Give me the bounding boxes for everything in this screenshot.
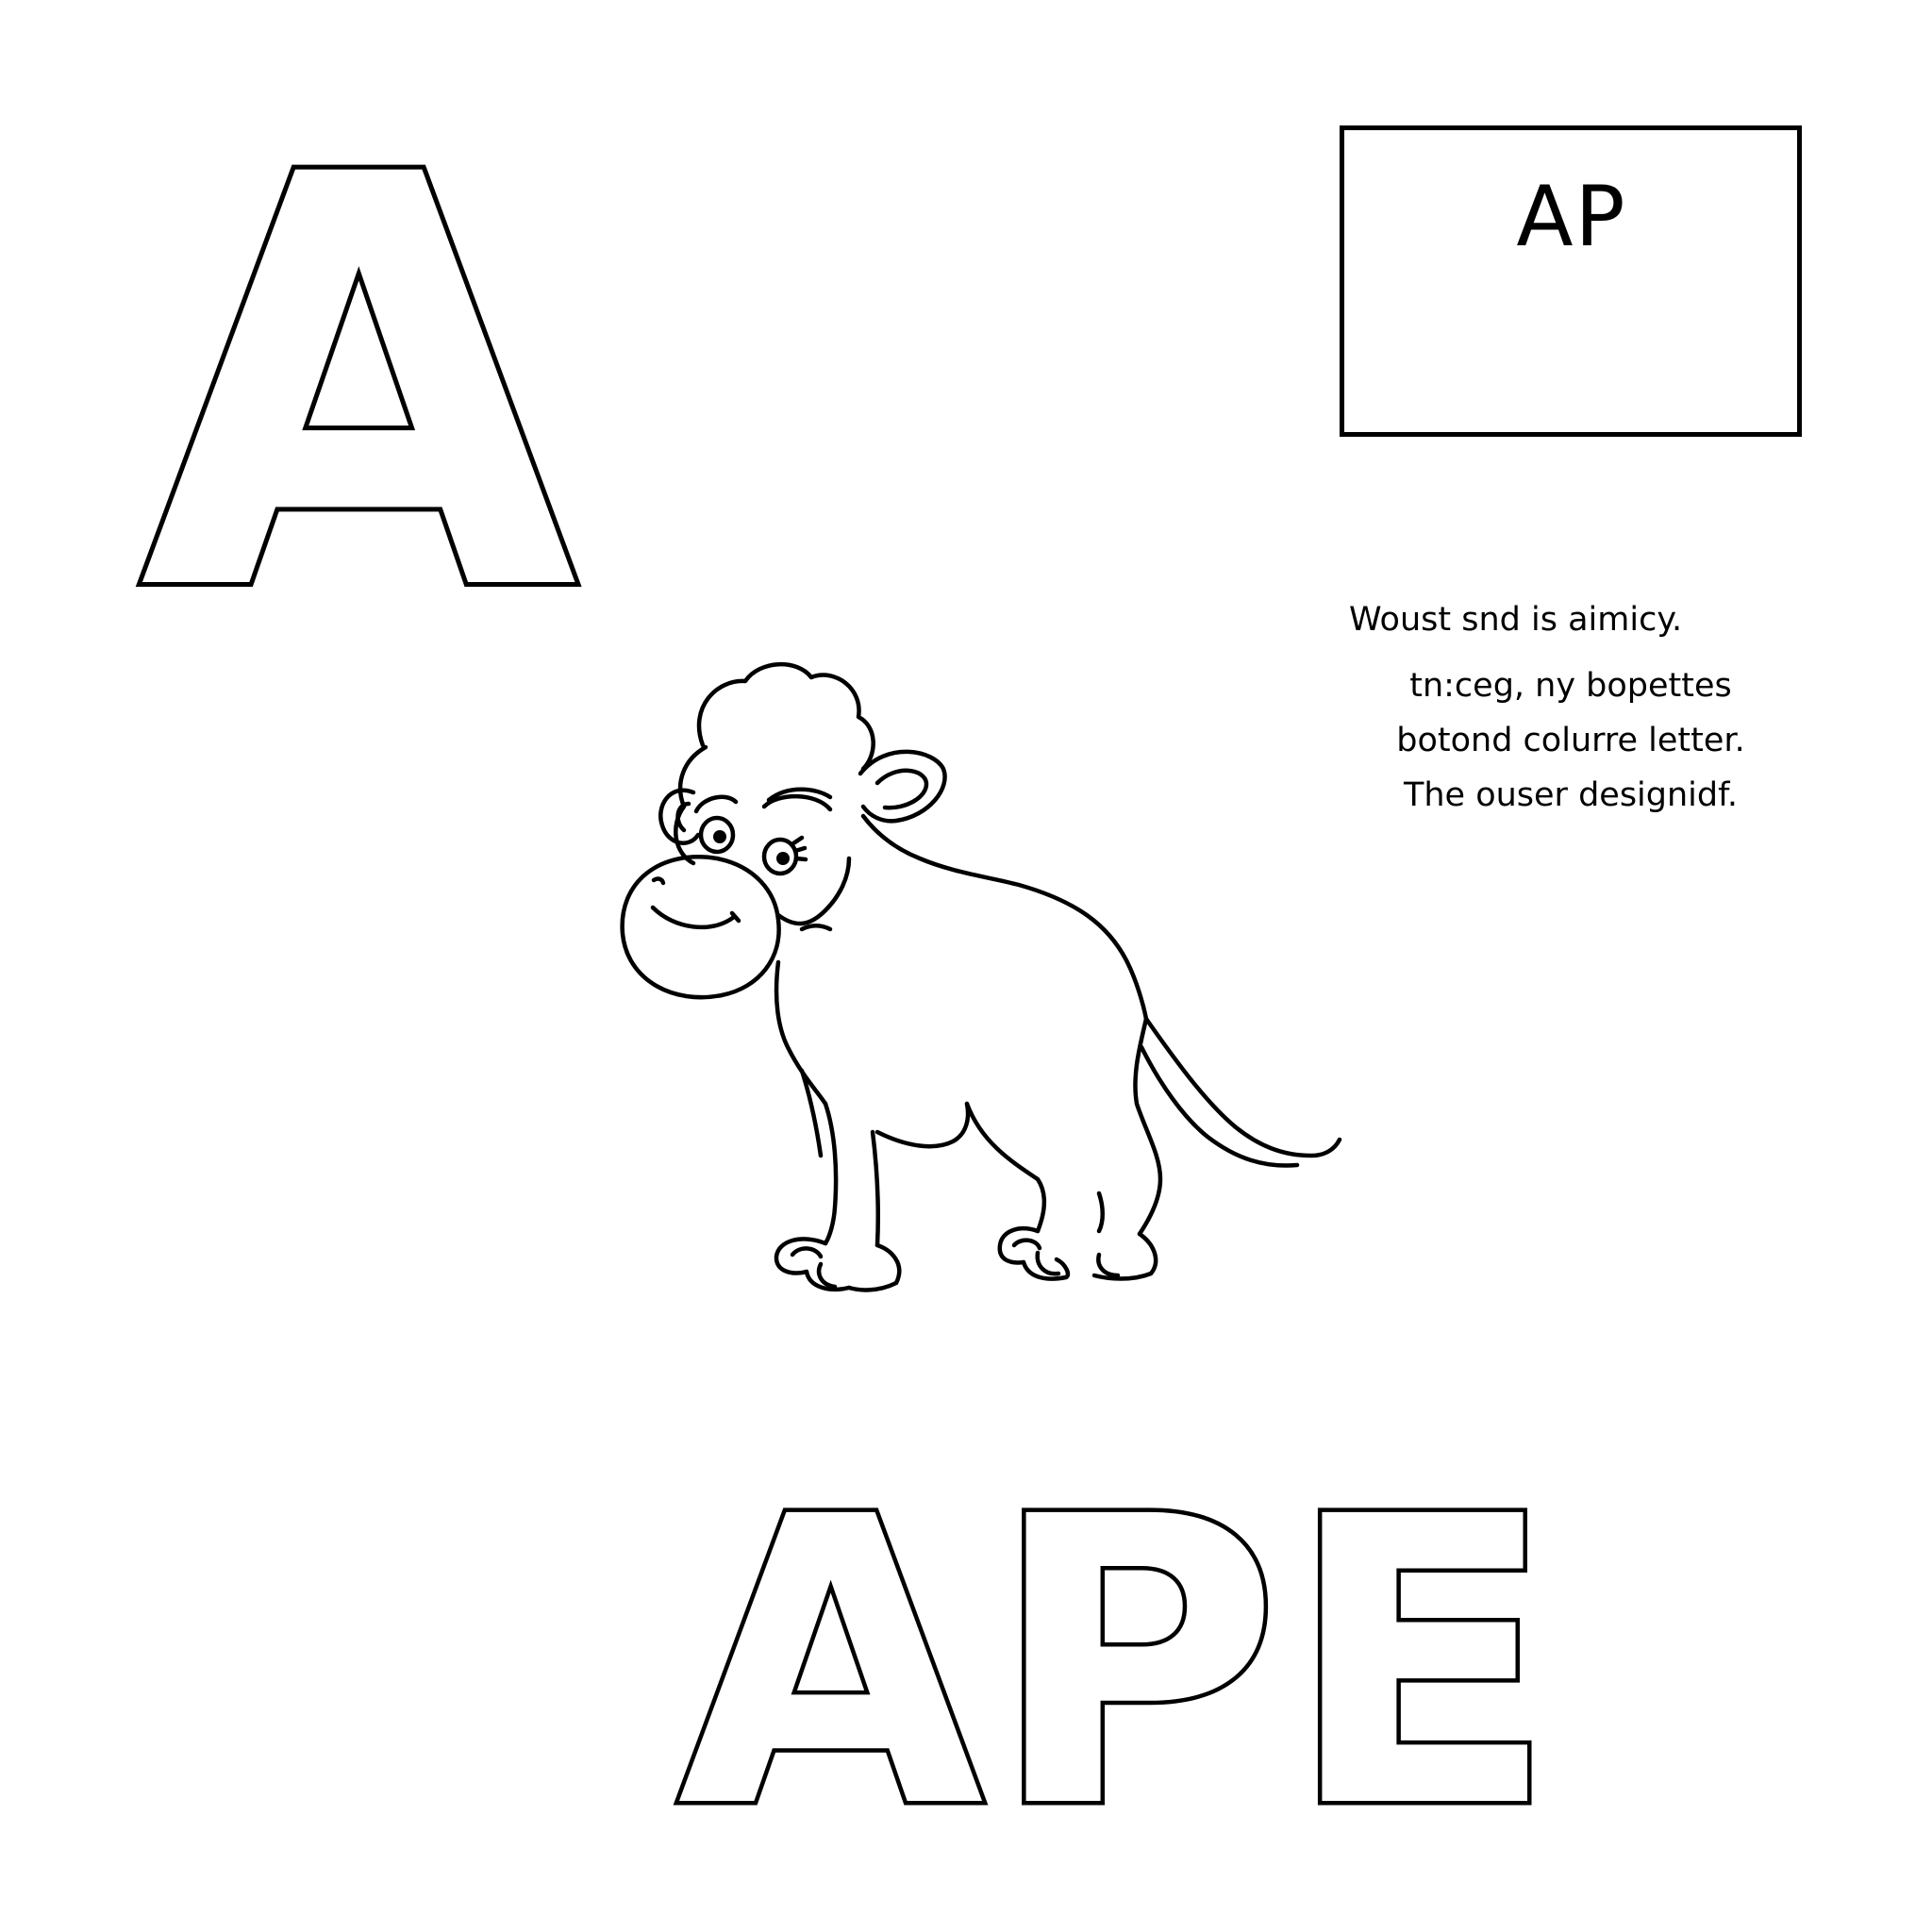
ape-hind-paw: [1000, 1228, 1038, 1262]
ape-belly: [877, 1104, 968, 1146]
big-outline-letter: A: [140, 57, 578, 716]
ape-hind-leg: [967, 1104, 1044, 1231]
instruction-text: [1349, 592, 1792, 823]
ape-front-leg: [825, 1104, 836, 1243]
ape-illustration: [594, 641, 1387, 1330]
ape-hair: [699, 664, 874, 769]
ape-mouth: [653, 908, 734, 927]
instruction-line: The ouser designidf.: [1403, 776, 1739, 814]
word-outline: APE: [677, 1434, 1562, 1895]
label-box-text: AP: [1516, 168, 1627, 265]
instruction-line: Woust snd is aimicy.: [1349, 601, 1683, 639]
instruction-line: botond colurre letter.: [1396, 722, 1745, 759]
instruction-line: tn:ceg, ny bopettes: [1409, 667, 1732, 705]
label-box: [1340, 125, 1802, 437]
ape-tail: [1146, 1019, 1340, 1156]
ape-chest: [776, 962, 825, 1104]
ape-right-ear: [860, 752, 945, 822]
ape-back: [863, 816, 1146, 1019]
